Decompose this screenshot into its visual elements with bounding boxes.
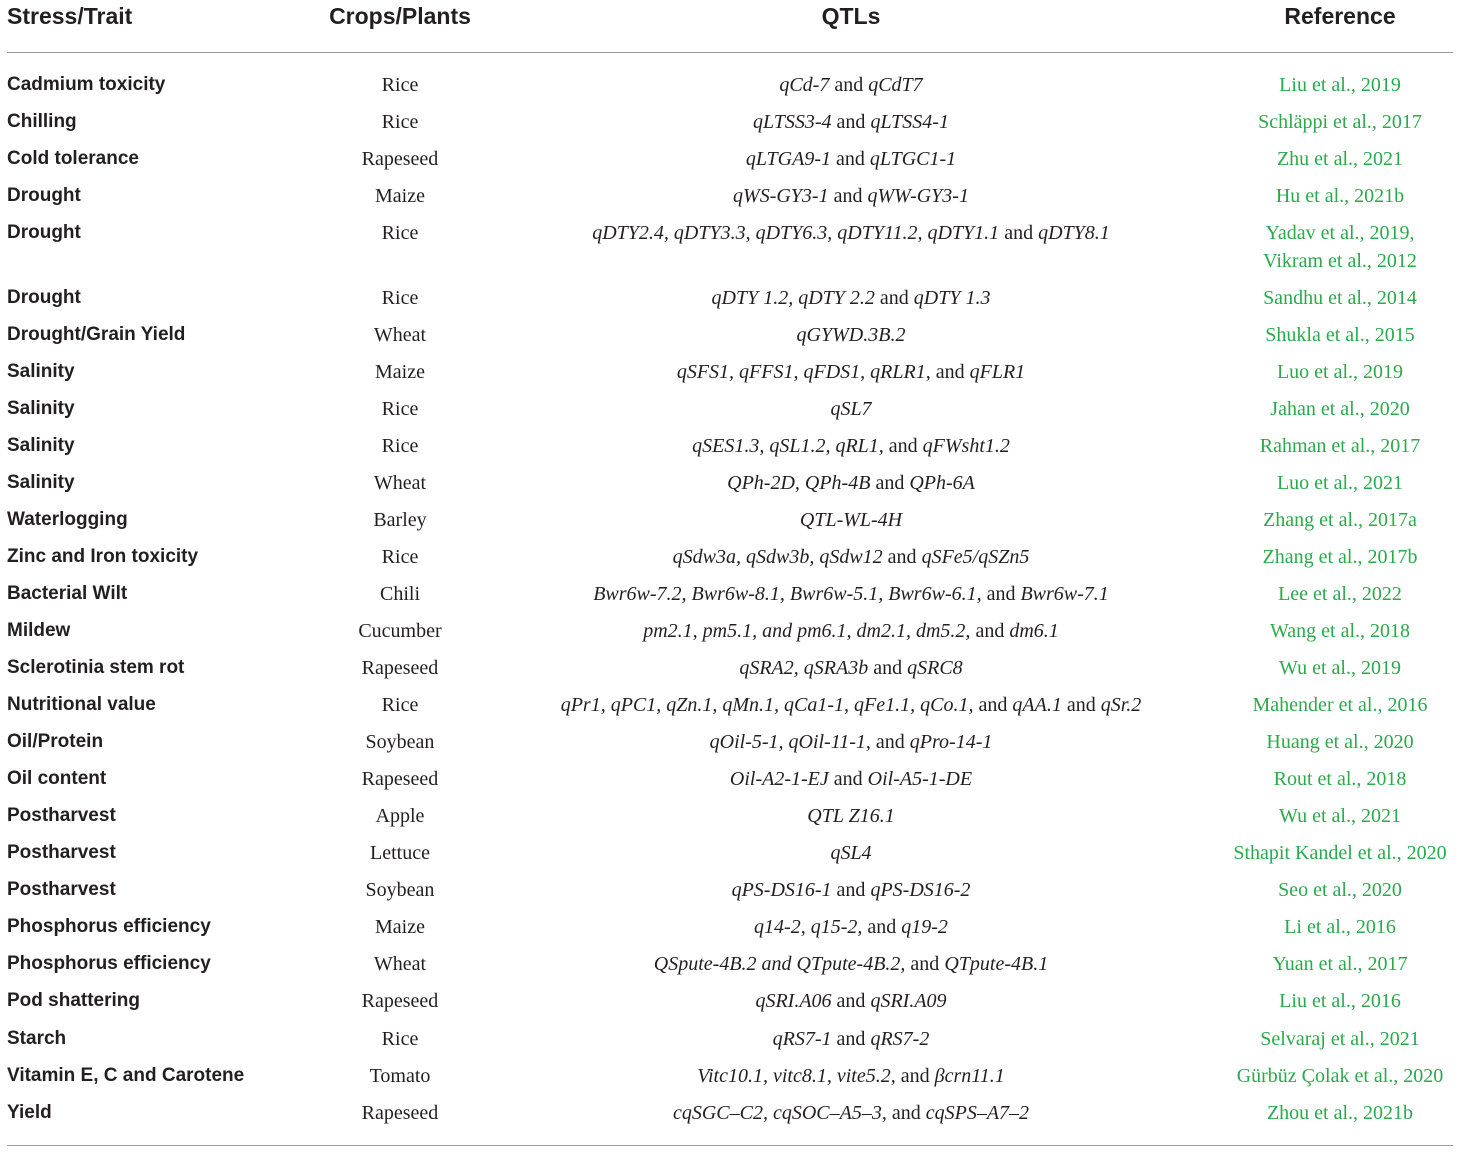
trait-cell: Drought [7, 222, 81, 243]
qtl-segment: QPh-6A [909, 472, 975, 494]
reference-line[interactable]: Zhang et al., 2017a [1263, 509, 1417, 531]
qtl-segment: qLTGC1-1 [869, 148, 957, 170]
table-row [0, 358, 1460, 395]
table-row [0, 182, 1460, 219]
qtl-cell [797, 321, 906, 349]
qtl-cell [830, 839, 871, 867]
reference-link[interactable] [1253, 691, 1428, 719]
qtl-segment: qGYWD.3B.2 [796, 324, 906, 346]
qtl-segment: qSRI.A09 [870, 990, 947, 1012]
trait-cell: Postharvest [7, 805, 116, 826]
qtl-cell [592, 219, 1110, 247]
qtl-cell [773, 1025, 930, 1053]
reference-link[interactable] [1278, 580, 1402, 608]
crop-cell: Rice [381, 74, 419, 96]
crop-cell: Rapeseed [361, 768, 439, 790]
qtl-cell [710, 728, 993, 756]
trait-cell: Drought/Grain Yield [7, 324, 186, 345]
trait-cell: Cadmium toxicity [7, 74, 166, 95]
qtl-segment: qSRA2, qSRA3b [739, 657, 869, 679]
qtl-segment: qDTY8.1 [1038, 222, 1110, 244]
crop-cell: Rice [381, 694, 419, 716]
reference-line[interactable]: Sandhu et al., 2014 [1263, 287, 1417, 309]
reference-link[interactable] [1270, 617, 1410, 645]
qtl-segment: dm6.1 [1009, 620, 1059, 642]
trait-cell: Sclerotinia stem rot [7, 657, 185, 678]
reference-line[interactable]: Seo et al., 2020 [1278, 879, 1402, 901]
qtl-cell [643, 617, 1059, 645]
reference-line[interactable]: Zhou et al., 2021b [1266, 1102, 1414, 1124]
qtl-segment: and [1061, 694, 1101, 716]
crop-cell: Rice [381, 1028, 419, 1050]
qtl-segment: q14-2, q15-2, [754, 916, 863, 938]
reference-line[interactable]: Hu et al., 2021b [1275, 185, 1405, 207]
trait-cell: Salinity [7, 435, 75, 456]
qtl-cell [692, 432, 1010, 460]
reference-line[interactable]: Lee et al., 2022 [1278, 583, 1402, 605]
qtl-segment: qAA.1 [1012, 694, 1062, 716]
reference-line[interactable]: Zhang et al., 2017b [1262, 546, 1418, 568]
reference-link[interactable] [1278, 876, 1402, 904]
reference-link[interactable] [1233, 839, 1446, 867]
trait-cell: Waterlogging [7, 509, 128, 530]
qtl-cell [800, 506, 902, 534]
table-row [0, 469, 1460, 506]
table-row [0, 839, 1460, 876]
crop-cell: Rice [381, 435, 419, 457]
table-row [0, 284, 1460, 321]
reference-line[interactable]: Selvaraj et al., 2021 [1260, 1028, 1420, 1050]
qtl-segment: qCd-7 [779, 74, 830, 96]
qtl-cell [677, 358, 1025, 386]
footer-rule [7, 1145, 1453, 1146]
qtl-cell [746, 145, 956, 173]
reference-link[interactable] [1276, 182, 1404, 210]
qtl-segment: and [831, 1028, 871, 1050]
reference-line[interactable]: Liu et al., 2016 [1279, 990, 1401, 1012]
qtl-segment: qCdT7 [868, 74, 923, 96]
table-row [0, 543, 1460, 580]
crop-cell: Rapeseed [361, 657, 439, 679]
reference-link[interactable] [1274, 765, 1407, 793]
table-row [0, 108, 1460, 145]
reference-link[interactable] [1279, 654, 1401, 682]
qtl-segment: qRS7-1 [772, 1028, 832, 1050]
trait-cell: Salinity [7, 361, 75, 382]
qtl-segment: cqSGC–C2, cqSOC–A5–3, [672, 1102, 887, 1124]
qtl-cell [830, 395, 871, 423]
crop-cell: Lettuce [370, 842, 430, 864]
reference-line[interactable]: Mahender et al., 2016 [1252, 694, 1428, 716]
qtl-segment: QTpute-4B.1 [944, 953, 1049, 975]
table-row [0, 580, 1460, 617]
qtl-segment: qPro-14-1 [909, 731, 993, 753]
qtl-cell [673, 1099, 1029, 1127]
trait-cell: Postharvest [7, 842, 116, 863]
qtl-segment: and [883, 435, 923, 457]
reference-line[interactable]: Wang et al., 2018 [1269, 620, 1411, 642]
reference-line[interactable]: Zhu et al., 2021 [1276, 148, 1404, 170]
trait-cell: Mildew [7, 620, 71, 641]
qtl-cell [733, 182, 969, 210]
crop-cell: Barley [373, 509, 427, 531]
qtl-segment: qFWsht1.2 [922, 435, 1010, 457]
reference-link[interactable] [1265, 321, 1414, 349]
trait-cell: Cold tolerance [7, 148, 139, 169]
qtl-segment: and [874, 287, 914, 309]
table-row [0, 876, 1460, 913]
qtl-segment: qFLR1 [969, 361, 1026, 383]
table-row [0, 395, 1460, 432]
qtl-segment: and [870, 731, 910, 753]
header-qtls: QTLs [821, 3, 881, 29]
reference-link[interactable] [1237, 1062, 1444, 1090]
table-row [0, 71, 1460, 108]
table-row [0, 145, 1460, 182]
trait-cell: Nutritional value [7, 694, 156, 715]
qtl-segment: QTL-WL-4H [799, 509, 903, 531]
reference-line[interactable]: Sthapit Kandel et al., 2020 [1233, 842, 1447, 864]
qtl-cell [712, 284, 991, 312]
trait-cell: Chilling [7, 111, 77, 132]
qtl-segment: and [868, 657, 908, 679]
qtl-cell [807, 802, 894, 830]
reference-link[interactable] [1258, 108, 1422, 136]
qtl-segment: qRS7-2 [870, 1028, 930, 1050]
crop-cell: Wheat [373, 472, 427, 494]
trait-cell: Oil content [7, 768, 107, 789]
qtl-segment: Bwr6w-7.1 [1020, 583, 1109, 605]
qtl-segment: qSFe5/qSZn5 [921, 546, 1030, 568]
qtl-segment: and [930, 361, 970, 383]
qtl-segment: and [829, 74, 869, 96]
reference-line[interactable]: Yadav et al., 2019, [1265, 222, 1415, 244]
qtl-segment: qSr.2 [1100, 694, 1142, 716]
trait-cell: Postharvest [7, 879, 116, 900]
qtl-segment: qWW-GY3-1 [867, 185, 969, 207]
reference-link[interactable] [1263, 219, 1417, 275]
qtl-segment: and [828, 768, 868, 790]
reference-link[interactable] [1279, 987, 1401, 1015]
reference-link[interactable] [1267, 1099, 1413, 1127]
trait-cell: Salinity [7, 472, 75, 493]
qtl-segment: and [999, 222, 1039, 244]
header-rule [7, 52, 1453, 53]
qtl-segment: qLTSS4-1 [870, 111, 949, 133]
qtl-cell [754, 913, 948, 941]
qtl-segment: qDTY2.4, qDTY3.3, qDTY6.3, qDTY11.2, qDTY1.1 [592, 222, 1000, 244]
qtl-segment: QSpute-4B.2 and QTpute-4B.2, [653, 953, 906, 975]
reference-line[interactable]: Luo et al., 2019 [1276, 361, 1404, 383]
reference-line[interactable]: Li et al., 2016 [1284, 916, 1396, 938]
qtl-segment: Bwr6w-7.2, Bwr6w-8.1, Bwr6w-5.1, Bwr6w-6.1, [593, 583, 982, 605]
table-row [0, 654, 1460, 691]
reference-link[interactable] [1263, 284, 1417, 312]
table-row [0, 691, 1460, 728]
reference-link[interactable] [1263, 506, 1417, 534]
crop-cell: Chili [379, 583, 421, 605]
table-row [0, 432, 1460, 469]
crop-cell: Maize [375, 361, 425, 383]
qtl-cell [730, 765, 972, 793]
qtl-segment: qSES1.3, qSL1.2, qRL1, [692, 435, 884, 457]
reference-line[interactable]: Rout et al., 2018 [1273, 768, 1407, 790]
qtl-segment: qSL7 [830, 398, 872, 420]
reference-line[interactable]: Schläppi et al., 2017 [1258, 111, 1422, 133]
trait-cell: Drought [7, 287, 81, 308]
reference-line[interactable]: Wu et al., 2021 [1279, 805, 1401, 827]
qtl-segment: and [862, 916, 902, 938]
table-row [0, 321, 1460, 358]
reference-link[interactable] [1273, 950, 1408, 978]
qtl-segment: cqSPS–A7–2 [925, 1102, 1030, 1124]
reference-link[interactable] [1279, 71, 1401, 99]
qtl-segment: and [831, 879, 871, 901]
crop-cell: Maize [375, 185, 425, 207]
reference-link[interactable] [1263, 543, 1418, 571]
qtl-segment: qSRI.A06 [755, 990, 832, 1012]
trait-cell: Pod shattering [7, 990, 141, 1011]
table-row [0, 1062, 1460, 1099]
trait-cell: Yield [7, 1102, 52, 1123]
reference-line[interactable]: Gürbüz Çolak et al., 2020 [1236, 1065, 1444, 1087]
qtl-segment: qLTSS3-4 [753, 111, 832, 133]
table-row [0, 219, 1460, 272]
crop-cell: Wheat [373, 324, 427, 346]
table-row [0, 617, 1460, 654]
reference-line[interactable]: Huang et al., 2020 [1266, 731, 1414, 753]
qtl-segment: qDTY 1.2, qDTY 2.2 [711, 287, 875, 309]
crop-cell: Rice [381, 287, 419, 309]
qtl-segment: and [895, 1065, 935, 1087]
reference-link[interactable] [1284, 913, 1396, 941]
qtl-segment: QPh-2D, QPh-4B [727, 472, 871, 494]
qtl-cell [739, 654, 962, 682]
qtl-segment: and [970, 620, 1010, 642]
reference-link[interactable] [1277, 145, 1403, 173]
qtl-segment: QTL Z16.1 [807, 805, 895, 827]
qtl-segment: βcrn11.1 [934, 1065, 1005, 1087]
header-reference: Reference [1284, 3, 1396, 29]
header-trait: Stress/Trait [7, 3, 133, 29]
qtl-segment: qLTGA9-1 [745, 148, 831, 170]
qtl-segment: and [886, 1102, 926, 1124]
table-header [0, 0, 1460, 40]
reference-line[interactable]: Yuan et al., 2017 [1272, 953, 1408, 975]
table-row [0, 728, 1460, 765]
trait-cell: Starch [7, 1028, 67, 1049]
crop-cell: Rice [381, 546, 419, 568]
qtl-segment: qSFS1, qFFS1, qFDS1, qRLR1, [676, 361, 931, 383]
trait-cell: Bacterial Wilt [7, 583, 128, 604]
qtl-segment: qOil-5-1, qOil-11-1, [709, 731, 871, 753]
crop-cell: Cucumber [358, 620, 442, 642]
qtl-segment: qPS-DS16-2 [870, 879, 971, 901]
crop-cell: Rapeseed [361, 990, 439, 1012]
qtl-segment: qSRC8 [907, 657, 963, 679]
reference-link[interactable] [1270, 395, 1409, 423]
trait-cell: Salinity [7, 398, 75, 419]
qtl-segment: pm2.1, pm5.1, and pm6.1, dm2.1, dm5.2, [643, 620, 971, 642]
table-row [0, 913, 1460, 950]
reference-link[interactable] [1266, 728, 1413, 756]
crop-cell: Rice [381, 111, 419, 133]
crop-cell: Tomato [369, 1065, 431, 1087]
table-row [0, 1099, 1460, 1136]
table-row [0, 1025, 1460, 1062]
reference-link[interactable] [1277, 469, 1403, 497]
crop-cell: Rapeseed [361, 148, 439, 170]
crop-cell: Maize [375, 916, 425, 938]
trait-cell: Phosphorus efficiency [7, 916, 211, 937]
crop-cell: Wheat [373, 953, 427, 975]
qtl-cell [732, 876, 971, 904]
qtl-segment: Oil-A5-1-DE [867, 768, 973, 790]
qtl-cell [753, 108, 949, 136]
qtl-cell [779, 71, 922, 99]
reference-link[interactable] [1260, 1025, 1419, 1053]
trait-cell: Phosphorus efficiency [7, 953, 211, 974]
qtl-cell [673, 543, 1030, 571]
qtl-segment: and [870, 472, 910, 494]
reference-line[interactable]: Rahman et al., 2017 [1259, 435, 1421, 457]
reference-line[interactable]: Jahan et al., 2020 [1270, 398, 1410, 420]
table-row [0, 765, 1460, 802]
qtl-segment: and [973, 694, 1013, 716]
table-row [0, 506, 1460, 543]
qtl-segment: and [830, 148, 870, 170]
reference-link[interactable] [1279, 802, 1401, 830]
qtl-segment: and [882, 546, 922, 568]
crop-cell: Rapeseed [361, 1102, 439, 1124]
qtl-segment: qSL4 [830, 842, 872, 864]
reference-link[interactable] [1277, 358, 1403, 386]
qtl-cell [697, 1062, 1005, 1090]
qtl-segment: and [828, 185, 868, 207]
trait-cell: Zinc and Iron toxicity [7, 546, 199, 567]
qtl-segment: qPr1, qPC1, qZn.1, qMn.1, qCa1-1, qFe1.1, qCo.1, [560, 694, 974, 716]
qtl-cell [593, 580, 1109, 608]
crop-cell: Rice [381, 222, 419, 244]
trait-cell: Drought [7, 185, 81, 206]
crop-cell: Soybean [365, 879, 435, 901]
reference-line[interactable]: Luo et al., 2021 [1276, 472, 1404, 494]
qtl-segment: qDTY 1.3 [913, 287, 991, 309]
reference-line[interactable]: Liu et al., 2019 [1279, 74, 1401, 96]
crop-cell: Rice [381, 398, 419, 420]
qtl-segment: and [981, 583, 1021, 605]
qtl-segment: and [905, 953, 945, 975]
reference-line[interactable]: Wu et al., 2019 [1279, 657, 1401, 679]
qtl-cell [561, 691, 1142, 719]
reference-line[interactable]: Shukla et al., 2015 [1265, 324, 1415, 346]
qtl-cell [654, 950, 1048, 978]
trait-cell: Oil/Protein [7, 731, 104, 752]
table-row [0, 987, 1460, 1024]
table-row [0, 802, 1460, 839]
qtl-cell [727, 469, 975, 497]
qtl-segment: qWS-GY3-1 [733, 185, 829, 207]
trait-cell: Vitamin E, C and Carotene [7, 1065, 245, 1086]
header-crop: Crops/Plants [329, 3, 471, 29]
qtl-segment: q19-2 [901, 916, 948, 938]
qtl-segment: qSdw3a, qSdw3b, qSdw12 [672, 546, 883, 568]
reference-line[interactable]: Vikram et al., 2012 [1263, 250, 1417, 272]
qtl-segment: and [831, 990, 871, 1012]
qtl-segment: Vitc10.1, vitc8.1, vite5.2, [697, 1065, 896, 1087]
qtl-cell [755, 987, 946, 1015]
qtl-segment: and [831, 111, 871, 133]
crop-cell: Apple [375, 805, 425, 827]
table-row [0, 950, 1460, 987]
crop-cell: Soybean [365, 731, 435, 753]
qtl-segment: Oil-A2-1-EJ [729, 768, 829, 790]
reference-link[interactable] [1260, 432, 1421, 460]
qtl-segment: qPS-DS16-1 [731, 879, 832, 901]
